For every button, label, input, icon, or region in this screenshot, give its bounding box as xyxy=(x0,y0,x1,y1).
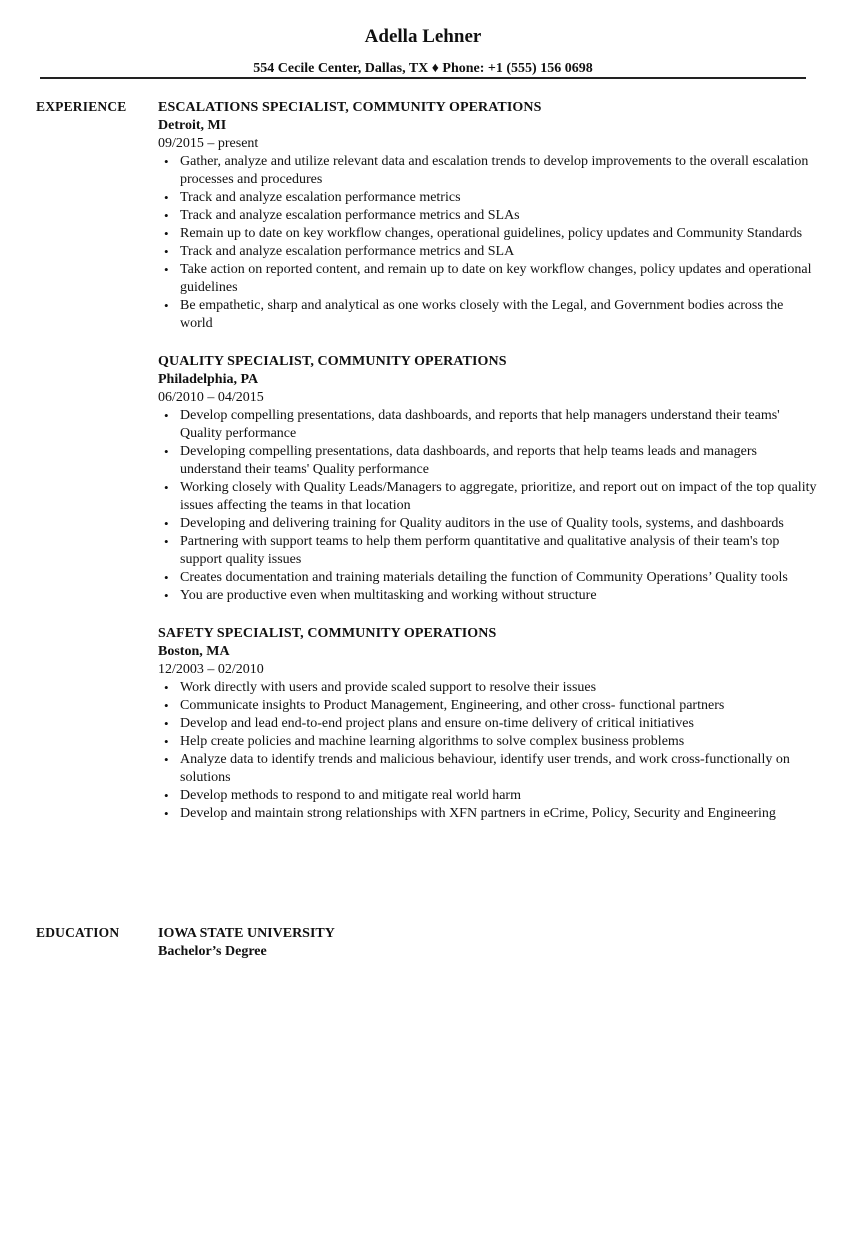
job-title: ESCALATIONS SPECIALIST, COMMUNITY OPERATIONS xyxy=(158,100,542,115)
bullet-item: • Partnering with support teams to help them perform quantitative and qualitative analysis of their team's top support quality issues xyxy=(180,533,818,569)
bullet-item: • Gather, analyze and utilize relevant data and escalation trends to develop improvements to the overall escalation processes and procedures xyxy=(180,153,818,189)
education-entry xyxy=(158,925,818,961)
header-divider xyxy=(40,77,806,79)
job-entry-1 xyxy=(158,99,818,333)
bullet-item: • Analyze data to identify trends and malicious behaviour, identify user trends, and work cross-functionally on solutions xyxy=(180,751,818,787)
job-bullets xyxy=(158,679,818,823)
bullet-item: • Develop compelling presentations, data dashboards, and reports that help managers understand their teams' Quality performance xyxy=(180,407,818,443)
bullet-item: • Track and analyze escalation performance metrics and SLA xyxy=(180,243,818,261)
bullet-item: • Track and analyze escalation performance metrics xyxy=(180,189,818,207)
bullet-item: • Develop methods to respond to and mitigate real world harm xyxy=(180,787,818,805)
job-dates: 06/2010 – 04/2015 xyxy=(158,390,264,405)
bullet-item: • Be empathetic, sharp and analytical as one works closely with the Legal, and Government bodies across the world xyxy=(180,297,818,333)
bullet-item: • Developing compelling presentations, data dashboards, and reports that help teams leads and managers understand their teams' Quality performance xyxy=(180,443,818,479)
bullet-item: • Work directly with users and provide scaled support to resolve their issues xyxy=(180,679,818,697)
bullet-item: • Working closely with Quality Leads/Managers to aggregate, prioritize, and report out on impact of the top quality issues affecting the teams in that location xyxy=(180,479,818,515)
job-location: Detroit, MI xyxy=(158,118,227,133)
job-location: Philadelphia, PA xyxy=(158,372,259,387)
bullet-item: • Track and analyze escalation performance metrics and SLAs xyxy=(180,207,818,225)
bullet-item: • Develop and maintain strong relationships with XFN partners in eCrime, Policy, Security and Engineering xyxy=(180,805,818,823)
school-name: IOWA STATE UNIVERSITY xyxy=(158,926,335,941)
bullet-item: • You are productive even when multitasking and working without structure xyxy=(180,587,818,605)
resume-header xyxy=(0,25,846,78)
job-entry-3 xyxy=(158,625,818,823)
experience-section-label: EXPERIENCE xyxy=(36,99,127,114)
job-bullets xyxy=(158,407,818,605)
job-bullets xyxy=(158,153,818,333)
bullet-item: • Developing and delivering training for Quality auditors in the use of Quality tools, systems, and dashboards xyxy=(180,515,818,533)
education-section-label: EDUCATION xyxy=(36,925,120,940)
job-entry-2 xyxy=(158,353,818,605)
job-title: SAFETY SPECIALIST, COMMUNITY OPERATIONS xyxy=(158,626,497,641)
job-dates: 12/2003 – 02/2010 xyxy=(158,662,264,677)
degree-name: Bachelor’s Degree xyxy=(158,944,267,959)
bullet-item: • Take action on reported content, and remain up to date on key workflow changes, policy updates and operational guidelines xyxy=(180,261,818,297)
bullet-item: • Help create policies and machine learning algorithms to solve complex business problems xyxy=(180,733,818,751)
bullet-item: • Remain up to date on key workflow changes, operational guidelines, policy updates and Community Standards xyxy=(180,225,818,243)
contact-line: 554 Cecile Center, Dallas, TX ♦ Phone: +1 (555) 156 0698 xyxy=(253,61,593,76)
bullet-item: • Communicate insights to Product Management, Engineering, and other cross- functional partners xyxy=(180,697,818,715)
bullet-item: • Creates documentation and training materials detailing the function of Community Operations’ Quality tools xyxy=(180,569,818,587)
job-dates: 09/2015 – present xyxy=(158,136,259,151)
job-title: QUALITY SPECIALIST, COMMUNITY OPERATIONS xyxy=(158,354,507,369)
job-location: Boston, MA xyxy=(158,644,230,659)
candidate-name: Adella Lehner xyxy=(364,26,482,47)
bullet-item: • Develop and lead end-to-end project plans and ensure on-time delivery of critical initiatives xyxy=(180,715,818,733)
experience-list xyxy=(158,99,818,843)
